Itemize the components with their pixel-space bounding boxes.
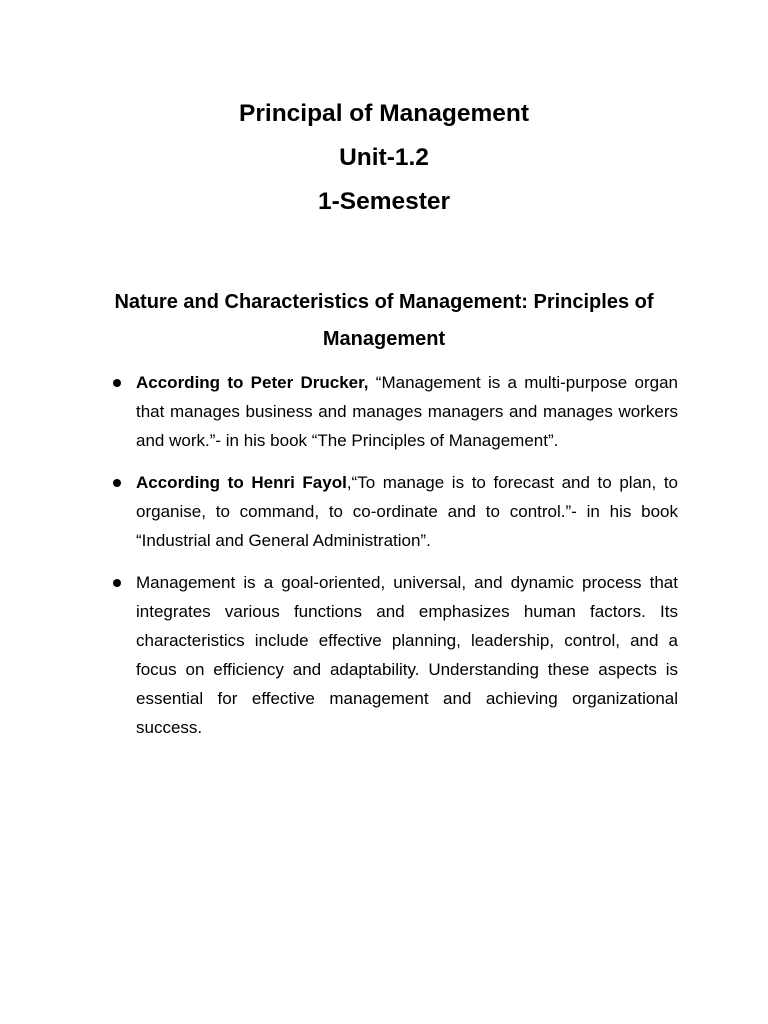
bullet-item-fayol (110, 468, 678, 555)
title-block (0, 92, 768, 224)
bullet-icon (113, 579, 121, 587)
bullet-text: “Management is a multi-purpose organ that manages business and manages managers and manages workers and work.”- in his book “The Principles of Management”. (136, 373, 679, 450)
bullet-lead: According to Henri Fayol (136, 473, 347, 492)
bullet-text: Management is a goal-oriented, universal, and dynamic process that integrates various functions and emphasizes human factors. Its characteristics include effective planning, leadership, control, and a focus on efficiency and adaptability. Understanding these aspects is essential for effective management and achieving organizational success. (136, 573, 678, 737)
section-heading: Nature and Characteristics of Management: Principles of Management (114, 291, 654, 350)
document-title: Principal of Management (239, 100, 529, 127)
bullet-icon (113, 379, 121, 387)
unit-label: Unit-1.2 (339, 144, 429, 171)
semester-label: 1-Semester (317, 188, 451, 215)
bullet-text: ,“To manage is to forecast and to plan, to organise, to command, to co-ordinate and to control.”- in his book “Industrial and General Administration”. (136, 473, 678, 550)
bullet-item-summary (110, 568, 678, 742)
bullet-item-drucker (110, 368, 678, 455)
bullet-icon (113, 479, 121, 487)
bullet-lead: According to Peter Drucker, (136, 373, 369, 392)
bullet-list (110, 368, 678, 742)
